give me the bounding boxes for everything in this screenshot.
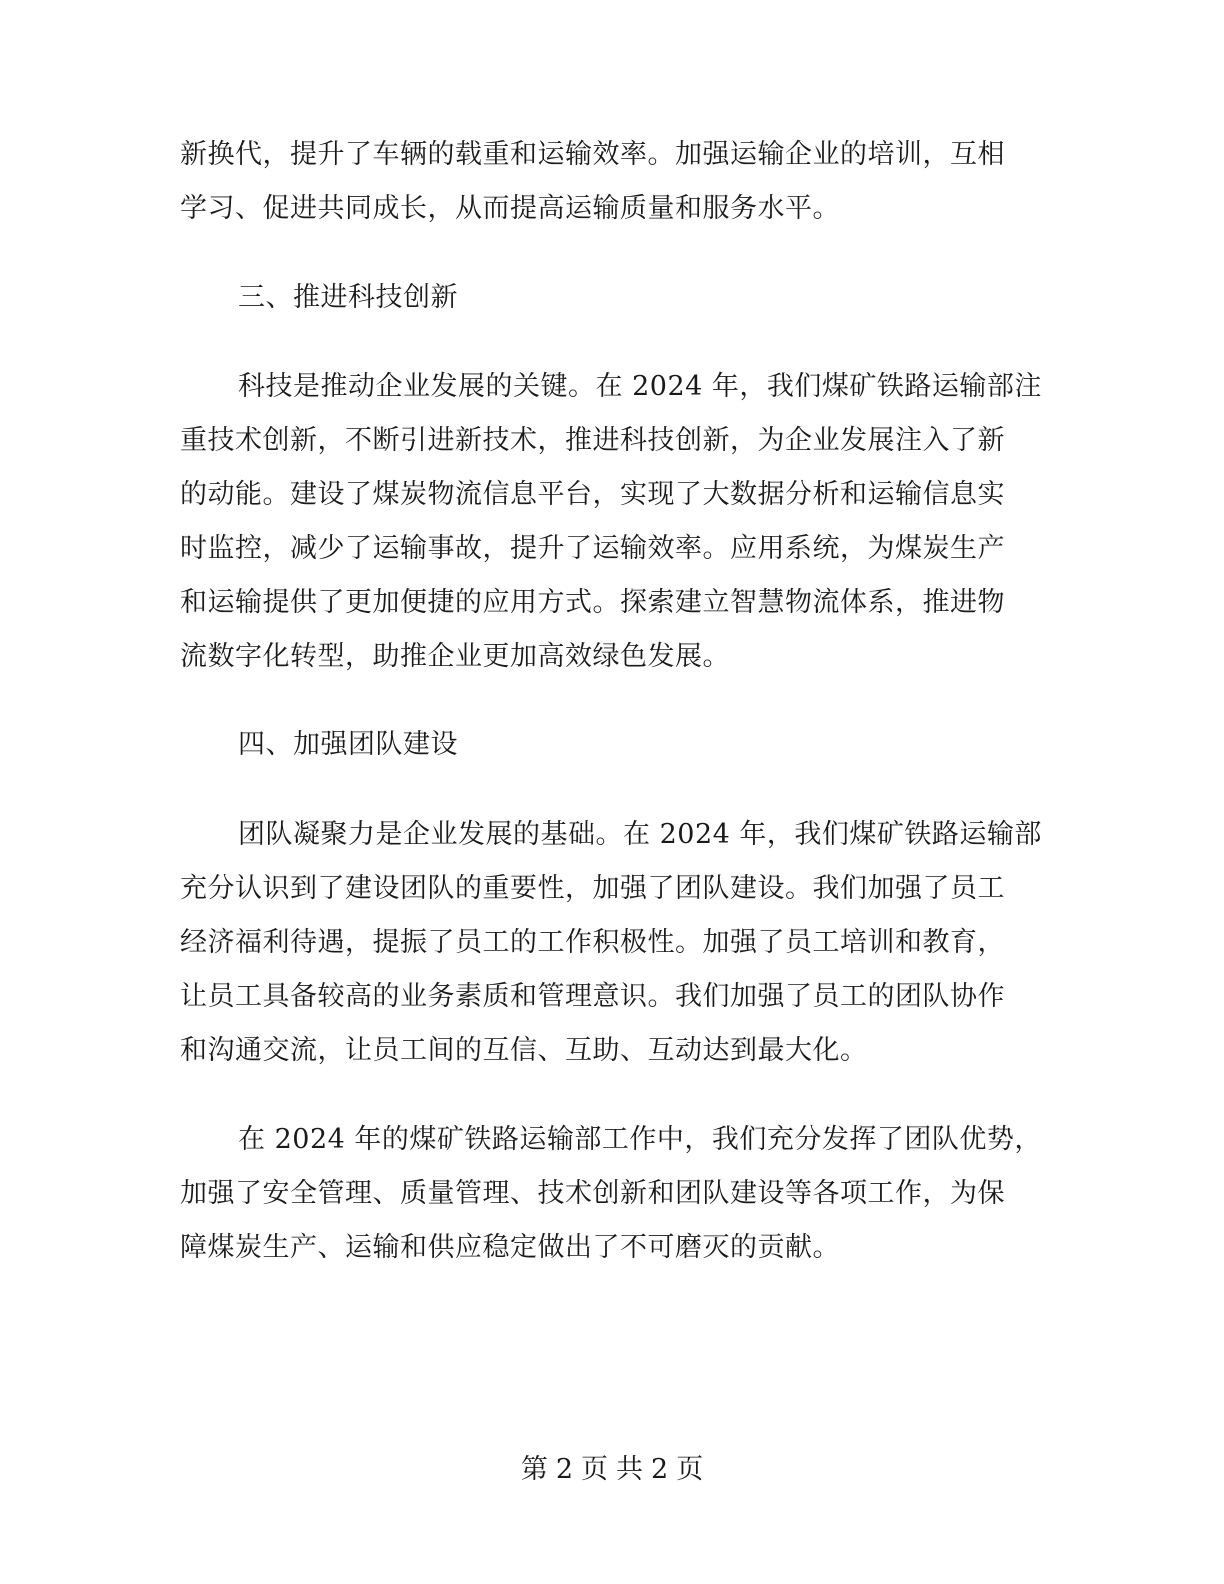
paragraph-line: 团队凝聚力是企业发展的基础。在 2024 年，我们煤矿铁路运输部 <box>238 819 1042 850</box>
paragraph-line: 充分认识到了建设团队的重要性，加强了团队建设。我们加强了员工 <box>180 873 1005 904</box>
footer-label-pre: 第 <box>520 1454 548 1485</box>
paragraph-line: 科技是推动企业发展的关键。在 2024 年，我们煤矿铁路运输部注 <box>238 371 1042 402</box>
total-page-number: 2 <box>651 1454 669 1485</box>
paragraph-line: 障煤炭生产、运输和供应稳定做出了不可磨灭的贡献。 <box>180 1232 840 1263</box>
page-footer <box>0 1450 1224 1490</box>
paragraph-line: 和运输提供了更加便捷的应用方式。探索建立智慧物流体系，推进物 <box>180 587 1005 618</box>
paragraph-line: 重技术创新，不断引进新技术，推进科技创新，为企业发展注入了新 <box>180 425 1005 456</box>
paragraph-line: 在 2024 年的煤矿铁路运输部工作中，我们充分发挥了团队优势， <box>238 1124 1042 1155</box>
paragraph-line: 让员工具备较高的业务素质和管理意识。我们加强了员工的团队协作 <box>180 981 1005 1012</box>
footer-label-post: 页 <box>676 1454 704 1485</box>
paragraph-line: 的动能。建设了煤炭物流信息平台，实现了大数据分析和运输信息实 <box>180 479 1005 510</box>
footer-label-mid: 页 <box>581 1454 608 1485</box>
paragraph-section-3 <box>180 360 1040 684</box>
section-heading-4: 四、加强团队建设 <box>238 729 458 760</box>
paragraph-line: 新换代，提升了车辆的载重和运输效率。加强运输企业的培训，互相 <box>180 139 1005 170</box>
paragraph-continuation <box>180 128 1040 236</box>
current-page-number: 2 <box>555 1454 573 1485</box>
paragraph-conclusion <box>180 1113 1040 1275</box>
paragraph-line: 学习、促进共同成长，从而提高运输质量和服务水平。 <box>180 193 840 224</box>
paragraph-line: 和沟通交流，让员工间的互信、互助、互动达到最大化。 <box>180 1035 868 1066</box>
paragraph-line: 流数字化转型，助推企业更加高效绿色发展。 <box>180 641 730 672</box>
paragraph-line: 经济福利待遇，提振了员工的工作积极性。加强了员工培训和教育， <box>180 927 1005 958</box>
section-heading-3: 三、推进科技创新 <box>238 282 458 313</box>
paragraph-line: 时监控，减少了运输事故，提升了运输效率。应用系统，为煤炭生产 <box>180 533 1005 564</box>
paragraph-section-4 <box>180 808 1040 1078</box>
paragraph-line: 加强了安全管理、质量管理、技术创新和团队建设等各项工作，为保 <box>180 1178 1005 1209</box>
footer-total-label: 共 <box>616 1454 643 1485</box>
